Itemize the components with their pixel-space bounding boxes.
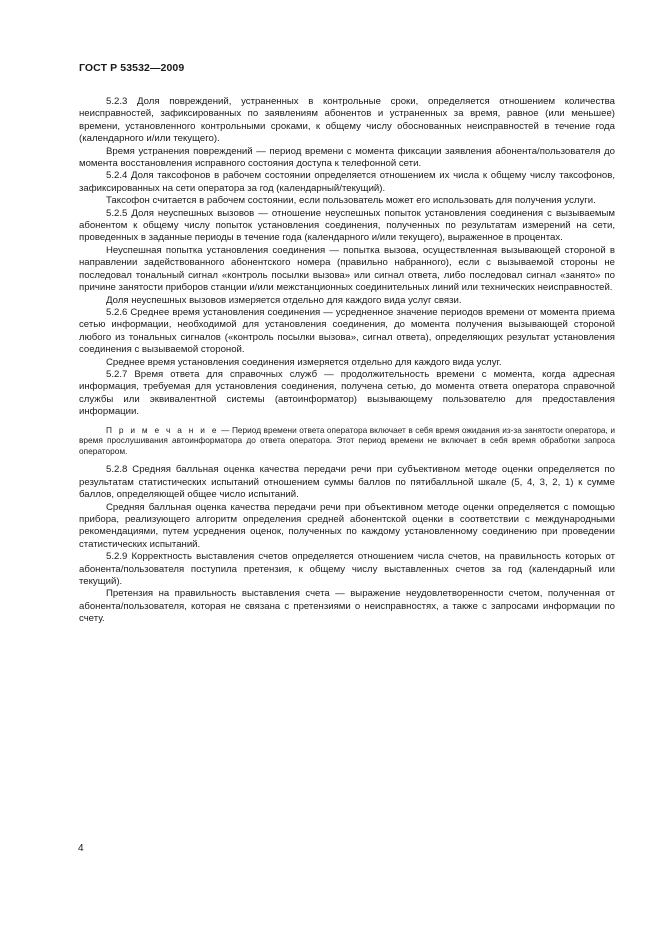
paragraph-5-2-6: 5.2.6 Среднее время установления соединения — усредненное значение периодов времени от момента приема сетью информации, необходимой для установления соединения, до момента получения вызывающей стороной любого из тональных сигналов («контроль посылки вызова», сигнал ответа), определяющих результат установления соединения с вызываемой стороной. bbox=[79, 306, 615, 356]
paragraph-billing-claim: Претензия на правильность выставления счета — выражение неудовлетворенности счетом, полученная от абонента/пользователя, которая не связана с претензиями о неисправностях, а также с запросами информации по счету. bbox=[79, 588, 615, 625]
paragraph-5-2-3: 5.2.3 Доля повреждений, устраненных в контрольные сроки, определяется отношением количества неисправностей, зафиксированных по заявлениям абонентов и устраненных за время, равное (или меньшее) времени, установленного контрольными сроками, к общему числу обоснованных неисправностей в течение года (календарного и/или текущего). bbox=[79, 96, 615, 145]
page-number: 4 bbox=[78, 843, 84, 854]
paragraph-5-2-7: 5.2.7 Время ответа для справочных служб — продолжительность времени с момента, когда адресная информация, требуемая для установления соединения, получена сетью, до момента ответа оператора справочной службы или эквивалентной системы (автоинформатор) вызывающему пользователю для предоставления информации. bbox=[79, 368, 615, 418]
paragraph-5-2-8: 5.2.8 Средняя балльная оценка качества передачи речи при субъективном методе оценки определяется по результатам статистических испытаний отношением суммы баллов по пятибалльной шкале (5, 4, 3, 2, 1) к сумме баллов, определяющей общее число испытаний. bbox=[79, 464, 615, 501]
paragraph-5-2-4: 5.2.4 Доля таксофонов в рабочем состоянии определяется отношением их числа к общему числу таксофонов, зафиксированных на сети оператора за год (календарный/текущий). bbox=[79, 170, 615, 194]
document-body bbox=[79, 96, 615, 626]
note bbox=[79, 425, 615, 457]
paragraph-5-2-5: 5.2.5 Доля неуспешных вызовов — отношение неуспешных попыток установления соединения с вызываемым абонентом к общему числу попыток установления соединения, полученных по результатам измерений на сети, проведенных в заданные периоды в течение года (календарного и/или текущего), выраженное в процентах. bbox=[79, 207, 615, 244]
document-header: ГОСТ Р 53532—2009 bbox=[79, 62, 185, 74]
paragraph-unsuccessful-attempt: Неуспешная попытка установления соединения — попытка вызова, осуществленная вызывающей стороной в направлении задействованного абонентского номера (правильно набранного), если с вызываемой стороны не последовал тональный сигнал «контроль посылки вызова» или сигнал ответа, либо последовал сигнал «занято» по причине занятости приборов станции и/или межстанционных соединительных линий или технических неисправностей. bbox=[79, 244, 615, 294]
paragraph-setup-time-measured: Среднее время установления соединения измеряется отдельно для каждого вида услуг. bbox=[106, 356, 502, 368]
note-text: — Период времени ответа оператора включает в себя время ожидания из-за занятости оператора, и время прослушивания автоинформатора до ответа оператора. Этот период времени не включает в себя время обработки запроса оператором. bbox=[79, 424, 615, 456]
paragraph-objective-score: Средняя балльная оценка качества передачи речи при объективном методе оценки определяется с помощью прибора, реализующего алгоритм определения средней абонентской оценки в соответствии с международными рекомендациями, путем усреднения оценок, полученных по каждому установленному соединению при проведении статистических испытаний. bbox=[79, 501, 615, 550]
paragraph-payphone-working: Таксофон считается в рабочем состоянии, если пользователь может его использовать для получения услуги. bbox=[106, 195, 596, 207]
paragraph-repair-time: Время устранения повреждений — период времени с момента фиксации заявления абонента/пользователя до момента восстановления исправного состояния доступа к телефонной сети. bbox=[79, 145, 615, 170]
paragraph-5-2-9: 5.2.9 Корректность выставления счетов определяется отношением числа счетов, на правильность которых от абонента/пользователя поступила претензия, к общему числу выставленных счетов за год (календарный или текущий). bbox=[79, 551, 615, 587]
note-label: П р и м е ч а н и е bbox=[106, 424, 219, 435]
paragraph-unsuccessful-measured: Доля неуспешных вызовов измеряется отдельно для каждого вида услуг связи. bbox=[106, 294, 462, 306]
